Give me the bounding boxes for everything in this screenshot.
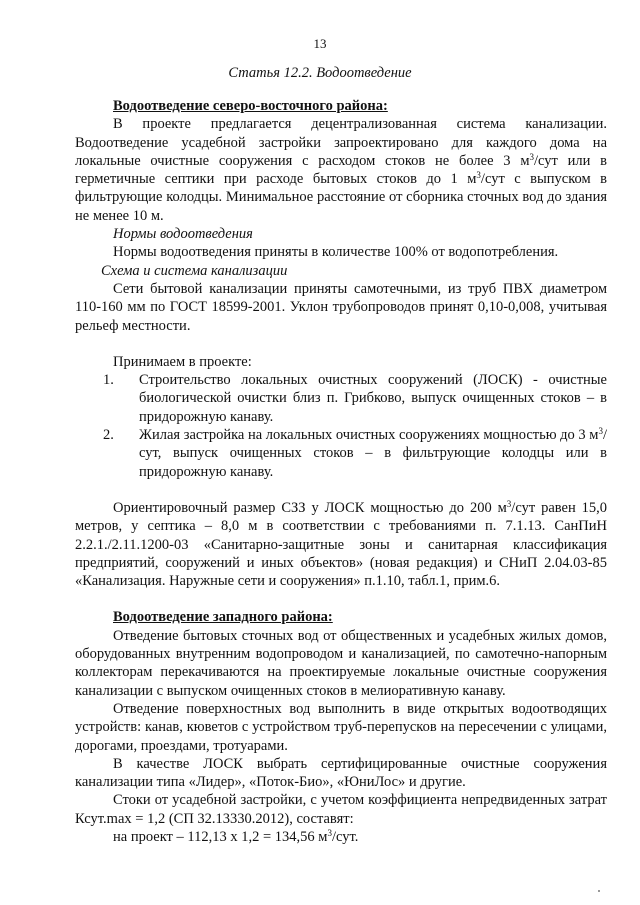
list-item: 1. Строительство локальных очистных сооружений (ЛОСК) - очистные биологической очистки близ п. Грибково, выпуск очищенных стоков – в придорожную канаву.	[103, 372, 607, 425]
page-number: 13	[313, 36, 327, 51]
spacer	[75, 590, 607, 608]
paragraph-szz: Ориентировочный размер СЗЗ у ЛОСК мощностью до 200 $м^3$/сут равен 15,0 метров, у септика – 8,0 м в соответствии с требованиями п. 7.1.13. СанПиН 2.2.1./2.11.1200-03 «Санитарно-защитные зоны и санитарная классификация предприятий, сооружений и иных объектов» (новая редакция) и СНиП 2.04.03-85 «Канализация. Наружные сети и сооружения» п.1.10, табл.1, прим.6.	[75, 498, 607, 590]
paragraph-northeast-intro: В проекте предлагается децентрализованная система канализации. Водоотведение усадебной застройки запроектировано для каждого дома на локальные очистные сооружения с расходом стоков не более 3 $м^3$/сут или в герметичные септики при расходе бытовых стоков до 1 $м^3$/сут с выпуском в фильтрующие колодцы. Минимальное расстояние от сборника сточных вод до здания не менее 10 м.	[75, 116, 608, 224]
paragraph-norms: Нормы водоотведения приняты в количестве 100% от водопотребления.	[113, 244, 559, 261]
section-heading-northeast: Водоотведение северо-восточного района:	[113, 98, 388, 114]
scan-dot	[598, 890, 600, 892]
paragraph-west-2: Отведение поверхностных вод выполнить в виде открытых водоотводящих устройств: канав, кюветов с устройством труб-перепусков на пересечении с улицами, дорогами, проездами, тротуарами.	[75, 700, 607, 754]
subheading-scheme: Схема и система канализации	[101, 262, 288, 279]
paragraph-west-4: Стоки от усадебной застройки, с учетом коэффициента непредвиденных затрат Ксут.max = 1,2 (СП 32.13330.2012), составят:	[75, 792, 607, 827]
paragraph-west-3: В качестве ЛОСК выбрать сертифицированные очистные сооружения канализации типа «Лидер», «Поток-Био», «ЮниЛос» и другие.	[75, 755, 607, 791]
spacer	[75, 335, 607, 353]
paragraph-west-1: Отведение бытовых сточных вод от общественных и усадебных жилых домов, оборудованных внутренним водопроводом и канализацией, по самотечно-напорным коллекторам перекачиваются на проектируемые локальные очистные сооружения канализации с выпуском очищенных стоков в мелиоративную канаву.	[75, 627, 607, 699]
document-body	[75, 97, 607, 846]
section-heading-west: Водоотведение западного района:	[113, 609, 333, 626]
spacer	[75, 481, 607, 499]
paragraph-accept-intro: Принимаем в проекте:	[113, 353, 252, 370]
article-title: Статья 12.2. Водоотведение	[228, 65, 412, 81]
paragraph-scheme: Сети бытовой канализации приняты самотечными, из труб ПВХ диаметром 110-160 мм по ГОСТ 18599-2001. Уклон трубопроводов принят 0,10-0,008, учитывая рельеф местности.	[75, 280, 607, 334]
list-item: 2. Жилая застройка на локальных очистных сооружениях мощностью до 3 $м^3$/сут, выпуск очищенных стоков – в фильтрующие колодцы или в придорожную канаву.	[103, 426, 607, 480]
accept-list	[75, 371, 607, 481]
paragraph-west-5: на проект – 112,13 х 1,2 = 134,56 $м^3$/сут.	[113, 827, 359, 845]
subheading-norms: Нормы водоотведения	[113, 226, 253, 243]
